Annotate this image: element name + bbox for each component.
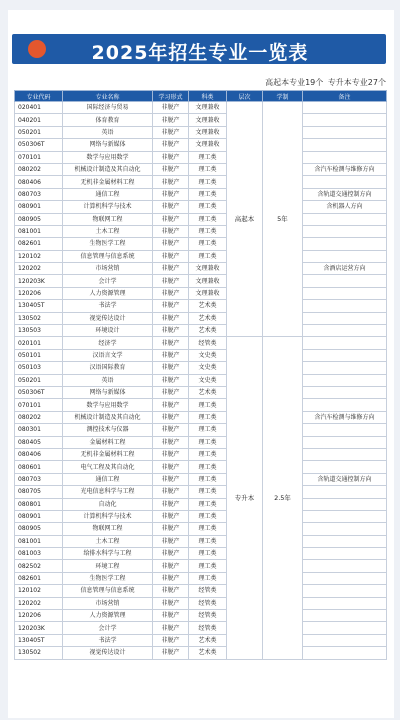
cell-remarks: [303, 374, 387, 386]
cell-category: 艺术类: [189, 386, 227, 398]
cell-category: 文理兼收: [189, 275, 227, 287]
cell-remarks: [303, 102, 387, 114]
cell-name: 土木工程: [63, 535, 153, 547]
cell-category: 文理兼收: [189, 114, 227, 126]
cell-name: 体育教育: [63, 114, 153, 126]
cell-name: 数学与应用数学: [63, 151, 153, 163]
cell-remarks: [303, 349, 387, 361]
cell-form: 非脱产: [153, 510, 189, 522]
cell-form: 非脱产: [153, 585, 189, 597]
cell-form: 非脱产: [153, 349, 189, 361]
cell-remarks: [303, 548, 387, 560]
cell-code: 080601: [15, 461, 63, 473]
cell-remarks: [303, 634, 387, 646]
cell-remarks: 含酒店运营方向: [303, 263, 387, 275]
cell-category: 理工类: [189, 176, 227, 188]
cell-code: 120102: [15, 585, 63, 597]
cell-remarks: [303, 597, 387, 609]
cell-code: 080703: [15, 188, 63, 200]
cell-form: 非脱产: [153, 473, 189, 485]
cell-name: 计算机科学与技术: [63, 510, 153, 522]
cell-code: 120203K: [15, 275, 63, 287]
cell-category: 文史类: [189, 374, 227, 386]
cell-form: 非脱产: [153, 201, 189, 213]
cell-remarks: [303, 622, 387, 634]
cell-remarks: [303, 560, 387, 572]
table-row: [15, 510, 387, 522]
cell-code: 130502: [15, 647, 63, 659]
cell-remarks: [303, 275, 387, 287]
cell-category: 理工类: [189, 213, 227, 225]
cell-form: 非脱产: [153, 560, 189, 572]
table-row: [15, 114, 387, 126]
majors-table-wrap: [14, 90, 386, 660]
cell-name: 网络与新媒体: [63, 386, 153, 398]
cell-code: 080406: [15, 176, 63, 188]
cell-form: 非脱产: [153, 263, 189, 275]
header-remarks: 备注: [303, 91, 387, 102]
cell-form: 非脱产: [153, 300, 189, 312]
cell-category: 理工类: [189, 572, 227, 584]
cell-code: 020401: [15, 102, 63, 114]
cell-code: 080901: [15, 201, 63, 213]
cell-code: 080406: [15, 448, 63, 460]
cell-name: 土木工程: [63, 225, 153, 237]
table-row: [15, 374, 387, 386]
cell-remarks: [303, 151, 387, 163]
cell-form: 非脱产: [153, 634, 189, 646]
cell-code: 120206: [15, 287, 63, 299]
cell-form: 非脱产: [153, 176, 189, 188]
table-row: [15, 548, 387, 560]
cell-remarks: [303, 647, 387, 659]
cell-remarks: [303, 287, 387, 299]
table-row: [15, 349, 387, 361]
cell-form: 非脱产: [153, 610, 189, 622]
cell-form: 非脱产: [153, 597, 189, 609]
cell-category: 经管类: [189, 585, 227, 597]
cell-level: 高起本: [227, 102, 263, 337]
table-row: [15, 486, 387, 498]
table-row: [15, 126, 387, 138]
table-row: [15, 473, 387, 485]
cell-form: 非脱产: [153, 448, 189, 460]
cell-form: 非脱产: [153, 548, 189, 560]
cell-form: 非脱产: [153, 486, 189, 498]
cell-name: 视觉传达设计: [63, 312, 153, 324]
cell-name: 生物医学工程: [63, 238, 153, 250]
cell-form: 非脱产: [153, 386, 189, 398]
cell-remarks: 含汽车检测与维修方向: [303, 163, 387, 175]
cell-level: 专升本: [227, 337, 263, 659]
cell-name: 会计学: [63, 622, 153, 634]
cell-code: 130405T: [15, 300, 63, 312]
cell-remarks: 含轨道交通控制方向: [303, 473, 387, 485]
table-row: [15, 634, 387, 646]
cell-category: 文史类: [189, 349, 227, 361]
cell-category: 理工类: [189, 201, 227, 213]
cell-remarks: [303, 300, 387, 312]
cell-name: 光电信息科学与工程: [63, 486, 153, 498]
cell-code: 070101: [15, 399, 63, 411]
table-row: [15, 102, 387, 114]
cell-code: 082502: [15, 560, 63, 572]
cell-name: 市场营销: [63, 263, 153, 275]
cell-category: 理工类: [189, 548, 227, 560]
cell-remarks: [303, 312, 387, 324]
table-row: [15, 411, 387, 423]
cell-code: 082601: [15, 238, 63, 250]
cell-form: 非脱产: [153, 163, 189, 175]
table-row: [15, 560, 387, 572]
cell-form: 非脱产: [153, 139, 189, 151]
cell-code: 081001: [15, 535, 63, 547]
cell-form: 非脱产: [153, 238, 189, 250]
cell-form: 非脱产: [153, 325, 189, 337]
cell-form: 非脱产: [153, 411, 189, 423]
cell-category: 理工类: [189, 510, 227, 522]
cell-code: 050103: [15, 362, 63, 374]
cell-name: 人力资源管理: [63, 610, 153, 622]
cell-category: 理工类: [189, 151, 227, 163]
cell-name: 环境工程: [63, 560, 153, 572]
cell-form: 非脱产: [153, 647, 189, 659]
cell-name: 汉语国际教育: [63, 362, 153, 374]
cell-name: 电气工程及其自动化: [63, 461, 153, 473]
cell-code: 120102: [15, 250, 63, 262]
cell-name: 给排水科学与工程: [63, 548, 153, 560]
cell-remarks: [303, 461, 387, 473]
cell-remarks: [303, 585, 387, 597]
cell-code: 080705: [15, 486, 63, 498]
zsb-count: 专升本专业27个: [327, 78, 386, 87]
cell-name: 会计学: [63, 275, 153, 287]
table-row: [15, 498, 387, 510]
cell-form: 非脱产: [153, 399, 189, 411]
cell-code: 080901: [15, 510, 63, 522]
cell-name: 视觉传达设计: [63, 647, 153, 659]
cell-remarks: [303, 424, 387, 436]
cell-remarks: [303, 213, 387, 225]
cell-category: 理工类: [189, 225, 227, 237]
cell-form: 非脱产: [153, 535, 189, 547]
cell-name: 物联网工程: [63, 213, 153, 225]
cell-category: 艺术类: [189, 647, 227, 659]
cell-remarks: [303, 498, 387, 510]
cell-category: 理工类: [189, 560, 227, 572]
table-row: [15, 610, 387, 622]
cell-code: 120202: [15, 263, 63, 275]
cell-remarks: 含轨道交通控制方向: [303, 188, 387, 200]
cell-name: 无机非金属材料工程: [63, 176, 153, 188]
cell-form: 非脱产: [153, 102, 189, 114]
cell-form: 非脱产: [153, 114, 189, 126]
table-row: [15, 188, 387, 200]
cell-code: 080405: [15, 436, 63, 448]
cell-code: 040201: [15, 114, 63, 126]
table-row: [15, 337, 387, 349]
cell-code: 130502: [15, 312, 63, 324]
table-row: [15, 448, 387, 460]
cell-code: 120206: [15, 610, 63, 622]
cell-form: 非脱产: [153, 461, 189, 473]
cell-remarks: [303, 448, 387, 460]
table-row: [15, 139, 387, 151]
cell-remarks: [303, 386, 387, 398]
cell-remarks: 含机器人方向: [303, 201, 387, 213]
cell-category: 理工类: [189, 461, 227, 473]
cell-code: 120202: [15, 597, 63, 609]
table-row: [15, 399, 387, 411]
cell-code: 050201: [15, 126, 63, 138]
cell-form: 非脱产: [153, 498, 189, 510]
cell-name: 无机非金属材料工程: [63, 448, 153, 460]
cell-remarks: [303, 362, 387, 374]
cell-name: 环境设计: [63, 325, 153, 337]
cell-form: 非脱产: [153, 622, 189, 634]
cell-remarks: [303, 572, 387, 584]
header-code: 专业代码: [15, 91, 63, 102]
cell-form: 非脱产: [153, 275, 189, 287]
cell-remarks: [303, 176, 387, 188]
cell-form: 非脱产: [153, 523, 189, 535]
table-row: [15, 461, 387, 473]
cell-category: 理工类: [189, 250, 227, 262]
cell-category: 理工类: [189, 523, 227, 535]
cell-form: 非脱产: [153, 436, 189, 448]
cell-form: 非脱产: [153, 312, 189, 324]
cell-category: 理工类: [189, 399, 227, 411]
cell-code: 130405T: [15, 634, 63, 646]
cell-code: 080202: [15, 411, 63, 423]
table-row: [15, 250, 387, 262]
cell-code: 082601: [15, 572, 63, 584]
cell-name: 人力资源管理: [63, 287, 153, 299]
cell-name: 数学与应用数学: [63, 399, 153, 411]
table-row: [15, 312, 387, 324]
cell-form: 非脱产: [153, 213, 189, 225]
cell-form: 非脱产: [153, 337, 189, 349]
cell-duration: 2.5年: [263, 337, 303, 659]
cell-category: 理工类: [189, 473, 227, 485]
cell-remarks: [303, 337, 387, 349]
cell-remarks: [303, 510, 387, 522]
cell-remarks: 含汽车检测与维修方向: [303, 411, 387, 423]
cell-code: 080703: [15, 473, 63, 485]
cell-form: 非脱产: [153, 250, 189, 262]
table-row: [15, 572, 387, 584]
header-level: 层次: [227, 91, 263, 102]
cell-remarks: [303, 225, 387, 237]
cell-category: 理工类: [189, 448, 227, 460]
cell-name: 国际经济与贸易: [63, 102, 153, 114]
table-row: [15, 424, 387, 436]
cell-category: 经管类: [189, 337, 227, 349]
cell-category: 文理兼收: [189, 102, 227, 114]
table-row: [15, 151, 387, 163]
cell-category: 文理兼收: [189, 126, 227, 138]
cell-remarks: [303, 399, 387, 411]
table-row: [15, 263, 387, 275]
cell-name: 汉语言文学: [63, 349, 153, 361]
cell-category: 文理兼收: [189, 263, 227, 275]
cell-name: 通信工程: [63, 188, 153, 200]
header-form: 学习形式: [153, 91, 189, 102]
cell-name: 英语: [63, 126, 153, 138]
cell-form: 非脱产: [153, 151, 189, 163]
cell-name: 机械设计制造及其自动化: [63, 163, 153, 175]
cell-code: 080801: [15, 498, 63, 510]
cell-remarks: [303, 114, 387, 126]
cell-remarks: [303, 325, 387, 337]
cell-name: 信息管理与信息系统: [63, 250, 153, 262]
cell-category: 理工类: [189, 535, 227, 547]
table-row: [15, 523, 387, 535]
page-title: 2025年招生专业一览表: [91, 42, 309, 64]
cell-category: 艺术类: [189, 634, 227, 646]
table-row: [15, 201, 387, 213]
major-counts: [263, 77, 386, 88]
table-row: [15, 585, 387, 597]
cell-code: 050201: [15, 374, 63, 386]
cell-remarks: [303, 126, 387, 138]
cell-form: 非脱产: [153, 572, 189, 584]
cell-name: 信息管理与信息系统: [63, 585, 153, 597]
cell-form: 非脱产: [153, 225, 189, 237]
table-row: [15, 300, 387, 312]
cell-form: 非脱产: [153, 287, 189, 299]
cell-remarks: [303, 238, 387, 250]
table-row: [15, 386, 387, 398]
cell-code: 070101: [15, 151, 63, 163]
cell-form: 非脱产: [153, 188, 189, 200]
cell-remarks: [303, 535, 387, 547]
cell-category: 艺术类: [189, 325, 227, 337]
cell-code: 080301: [15, 424, 63, 436]
cell-remarks: [303, 436, 387, 448]
cell-code: 050306T: [15, 386, 63, 398]
cell-category: 理工类: [189, 188, 227, 200]
table-row: [15, 436, 387, 448]
cell-form: 非脱产: [153, 126, 189, 138]
cell-category: 文理兼收: [189, 287, 227, 299]
cell-code: 130503: [15, 325, 63, 337]
table-row: [15, 647, 387, 659]
cell-name: 英语: [63, 374, 153, 386]
cell-category: 理工类: [189, 163, 227, 175]
cell-code: 080905: [15, 213, 63, 225]
cell-remarks: [303, 250, 387, 262]
header-category: 科类: [189, 91, 227, 102]
cell-form: 非脱产: [153, 374, 189, 386]
table-row: [15, 238, 387, 250]
table-row: [15, 622, 387, 634]
cell-remarks: [303, 486, 387, 498]
table-row: [15, 213, 387, 225]
cell-form: 非脱产: [153, 424, 189, 436]
table-header-row: [15, 91, 387, 102]
cell-code: 120203K: [15, 622, 63, 634]
table-row: [15, 225, 387, 237]
table-row: [15, 535, 387, 547]
cell-category: 文史类: [189, 362, 227, 374]
table-row: [15, 597, 387, 609]
cell-category: 经管类: [189, 610, 227, 622]
cell-category: 艺术类: [189, 300, 227, 312]
cell-code: 050101: [15, 349, 63, 361]
cell-name: 书法学: [63, 634, 153, 646]
cell-category: 经管类: [189, 622, 227, 634]
cell-code: 081001: [15, 225, 63, 237]
cell-remarks: [303, 523, 387, 535]
cell-form: 非脱产: [153, 362, 189, 374]
header-name: 专业名称: [63, 91, 153, 102]
cell-category: 理工类: [189, 498, 227, 510]
cell-name: 机械设计制造及其自动化: [63, 411, 153, 423]
cell-category: 理工类: [189, 436, 227, 448]
table-body: [15, 102, 387, 660]
cell-category: 文理兼收: [189, 139, 227, 151]
cell-remarks: [303, 139, 387, 151]
table-row: [15, 287, 387, 299]
cell-code: 020101: [15, 337, 63, 349]
cell-category: 理工类: [189, 424, 227, 436]
cell-name: 计算机科学与技术: [63, 201, 153, 213]
gqb-count: 高起本专业19个: [265, 78, 324, 87]
cell-category: 理工类: [189, 486, 227, 498]
cell-name: 测控技术与仪器: [63, 424, 153, 436]
table-row: [15, 176, 387, 188]
cell-code: 080202: [15, 163, 63, 175]
cell-name: 书法学: [63, 300, 153, 312]
cell-category: 理工类: [189, 411, 227, 423]
cell-name: 经济学: [63, 337, 153, 349]
table-row: [15, 163, 387, 175]
cell-name: 金属材料工程: [63, 436, 153, 448]
cell-category: 理工类: [189, 238, 227, 250]
header-duration: 学制: [263, 91, 303, 102]
cell-code: 081003: [15, 548, 63, 560]
cell-name: 生物医学工程: [63, 572, 153, 584]
table-row: [15, 325, 387, 337]
cell-duration: 5年: [263, 102, 303, 337]
table-row: [15, 275, 387, 287]
cell-code: 080905: [15, 523, 63, 535]
majors-table: [14, 90, 387, 660]
table-row: [15, 362, 387, 374]
cell-name: 物联网工程: [63, 523, 153, 535]
cell-name: 自动化: [63, 498, 153, 510]
cell-remarks: [303, 610, 387, 622]
cell-category: 艺术类: [189, 312, 227, 324]
cell-name: 市场营销: [63, 597, 153, 609]
cell-category: 经管类: [189, 597, 227, 609]
cell-name: 网络与新媒体: [63, 139, 153, 151]
cell-code: 050306T: [15, 139, 63, 151]
cell-name: 通信工程: [63, 473, 153, 485]
